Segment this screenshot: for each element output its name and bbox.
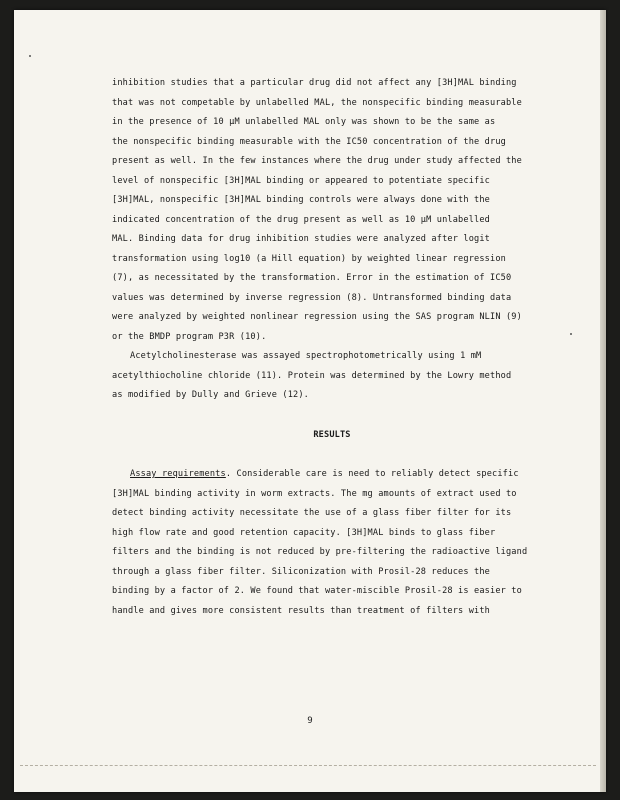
text-line: (7), as necessitated by the transformation. Error in the estimation of IC50 bbox=[112, 273, 512, 283]
results-heading: RESULTS bbox=[313, 429, 351, 440]
page-number: 9 bbox=[307, 716, 313, 726]
text-line: present as well. In the few instances where the drug under study affected the bbox=[112, 156, 522, 166]
text-line: MAL. Binding data for drug inhibition studies were analyzed after logit bbox=[112, 234, 490, 244]
text-line: Acetylcholinesterase was assayed spectrophotometrically using 1 mM bbox=[130, 351, 482, 361]
text-line: acetylthiocholine chloride (11). Protein was determined by the Lowry method bbox=[112, 370, 512, 381]
text-line: in the presence of 10 µM unlabelled MAL only was shown to be the same as bbox=[112, 117, 496, 127]
document-page bbox=[14, 10, 606, 792]
text-line: [3H]MAL binding activity in worm extracts. The mg amounts of extract used to bbox=[112, 488, 517, 499]
text-line: inhibition studies that a particular drug did not affect any [3H]MAL binding bbox=[112, 78, 517, 88]
text-line: the nonspecific binding measurable with the IC50 concentration of the drug bbox=[112, 136, 506, 147]
text-line: indicated concentration of the drug present as well as 10 µM unlabelled bbox=[112, 214, 490, 225]
page-edge bbox=[600, 10, 606, 792]
paper-speck bbox=[29, 55, 31, 57]
text-line: binding by a factor of 2. We found that water-miscible Prosil-28 is easier to bbox=[112, 586, 522, 596]
paragraph-methods bbox=[112, 74, 572, 347]
text-line: values was determined by inverse regression (8). Untransformed binding data bbox=[112, 292, 512, 303]
body-text bbox=[112, 74, 572, 621]
paragraph-assay bbox=[112, 485, 572, 622]
text-line: [3H]MAL, nonspecific [3H]MAL binding controls were always done with the bbox=[112, 195, 490, 205]
text-line: high flow rate and good retention capacity. [3H]MAL binds to glass fiber bbox=[112, 527, 496, 538]
text-line: through a glass fiber filter. Siliconization with Prosil-28 reduces the bbox=[112, 566, 490, 577]
text-line: filters and the binding is not reduced by pre-filtering the radioactive ligand bbox=[112, 547, 528, 557]
text-line: detect binding activity necessitate the use of a glass fiber filter for its bbox=[112, 508, 512, 518]
assay-first-line bbox=[112, 465, 572, 485]
assay-title: Assay requirements bbox=[130, 469, 226, 479]
text-line: transformation using log10 (a Hill equation) by weighted linear regression bbox=[112, 253, 506, 264]
text-line: level of nonspecific [3H]MAL binding or appeared to potentiate specific bbox=[112, 175, 490, 186]
text-line: were analyzed by weighted nonlinear regression using the SAS program NLIN (9) bbox=[112, 312, 522, 322]
text-line: as modified by Dully and Grieve (12). bbox=[112, 390, 309, 400]
assay-first-line-rest: . Considerable care is need to reliably detect specific bbox=[225, 469, 519, 479]
bottom-rule bbox=[20, 765, 596, 766]
paragraph-acetylcholinesterase bbox=[112, 347, 572, 406]
text-line: handle and gives more consistent results than treatment of filters with bbox=[112, 605, 490, 616]
text-line: or the BMDP program P3R (10). bbox=[112, 331, 267, 342]
text-line: that was not competable by unlabelled MAL, the nonspecific binding measurable bbox=[112, 97, 522, 108]
